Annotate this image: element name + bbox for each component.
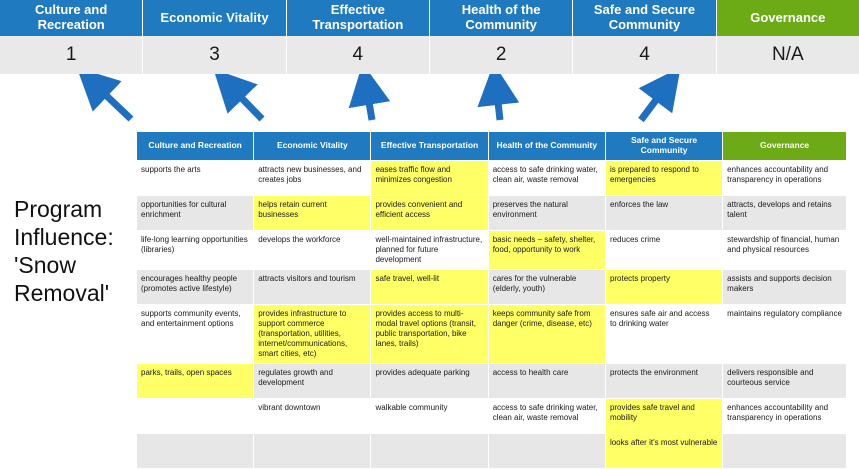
scorecard-header-effective-transportation: Effective Transportation	[287, 0, 430, 36]
matrix-cell: parks, trails, open spaces	[137, 363, 254, 398]
matrix-cell: is prepared to respond to emergencies	[605, 160, 722, 195]
scorecard-header-governance: Governance	[717, 0, 859, 36]
matrix-cell: attracts, develops and retains talent	[723, 195, 847, 230]
matrix-header-health-of-community: Health of the Community	[488, 132, 605, 161]
arrow-health-of-community-icon	[496, 84, 500, 120]
matrix-cell: access to safe drinking water, clean air, waste removal	[488, 398, 605, 433]
matrix-cell: access to health care	[488, 363, 605, 398]
matrix-cell: regulates growth and development	[254, 363, 371, 398]
matrix-header-effective-transportation: Effective Transportation	[371, 132, 488, 161]
score-economic-vitality: 3	[143, 36, 286, 74]
table-row	[137, 195, 847, 230]
influence-matrix-table	[136, 131, 847, 469]
table-row	[137, 363, 847, 398]
matrix-cell: protects the environment	[605, 363, 722, 398]
matrix-cell: opportunities for cultural enrichment	[137, 195, 254, 230]
table-row	[137, 398, 847, 433]
matrix-header-culture-recreation: Culture and Recreation	[137, 132, 254, 161]
table-row	[137, 304, 847, 363]
scorecard-header-safe-secure-community: Safe and Secure Community	[573, 0, 716, 36]
matrix-cell: provides adequate parking	[371, 363, 488, 398]
matrix-cell: looks after it's most vulnerable	[605, 433, 722, 468]
matrix-cell: develops the workforce	[254, 230, 371, 269]
matrix-cell: preserves the natural environment	[488, 195, 605, 230]
score-health-of-community: 2	[430, 36, 573, 74]
matrix-cell: vibrant downtown	[254, 398, 371, 433]
matrix-cell: helps retain current businesses	[254, 195, 371, 230]
matrix-cell: protects property	[605, 269, 722, 304]
matrix-cell: enhances accountability and transparency in operations	[723, 160, 847, 195]
matrix-cell	[254, 433, 371, 468]
arrow-economic-vitality-icon	[228, 84, 262, 119]
matrix-cell: supports the arts	[137, 160, 254, 195]
matrix-cell: attracts visitors and tourism	[254, 269, 371, 304]
matrix-cell: enforces the law	[605, 195, 722, 230]
matrix-header-safe-secure-community: Safe and Secure Community	[605, 132, 722, 161]
table-row	[137, 269, 847, 304]
matrix-cell: maintains regulatory compliance	[723, 304, 847, 363]
matrix-cell: supports community events, and entertainment options	[137, 304, 254, 363]
matrix-cell: safe travel, well-lit	[371, 269, 488, 304]
matrix-cell: keeps community safe from danger (crime, disease, etc)	[488, 304, 605, 363]
score-effective-transportation: 4	[287, 36, 430, 74]
arrow-group	[0, 74, 859, 132]
matrix-cell: provides safe travel and mobility	[605, 398, 722, 433]
matrix-cell: provides access to multi-modal travel options (transit, public transportation, bike lanes, trails)	[371, 304, 488, 363]
score-governance: N/A	[717, 36, 859, 74]
matrix-cell: eases traffic flow and minimizes congestion	[371, 160, 488, 195]
score-row	[0, 36, 859, 77]
score-culture-recreation: 1	[0, 36, 143, 74]
matrix-cell: assists and supports decision makers	[723, 269, 847, 304]
matrix-cell	[137, 433, 254, 468]
arrow-safe-secure-community-icon	[641, 84, 668, 120]
matrix-header-governance: Governance	[723, 132, 847, 161]
matrix-cell	[723, 433, 847, 468]
program-influence-caption: Program Influence: 'Snow Removal'	[14, 196, 114, 307]
matrix-cell	[137, 398, 254, 433]
scorecard-header-culture-recreation: Culture and Recreation	[0, 0, 143, 36]
matrix-cell: enhances accountability and transparency in operations	[723, 398, 847, 433]
matrix-cell	[371, 433, 488, 468]
matrix-cell: attracts new businesses, and creates jobs	[254, 160, 371, 195]
table-row	[137, 433, 847, 468]
matrix-cell: stewardship of financial, human and physical resources	[723, 230, 847, 269]
matrix-cell: reduces crime	[605, 230, 722, 269]
matrix-header-row	[137, 132, 847, 161]
scorecard-header-health-of-community: Health of the Community	[430, 0, 573, 36]
matrix-cell: provides infrastructure to support commerce (transportation, utilities, internet/communications, smart cities, etc)	[254, 304, 371, 363]
matrix-cell: encourages healthy people (promotes active lifestyle)	[137, 269, 254, 304]
matrix-cell: well-maintained infrastructure, planned for future development	[371, 230, 488, 269]
matrix-cell: life-long learning opportunities (libraries)	[137, 230, 254, 269]
matrix-cell: walkable community	[371, 398, 488, 433]
table-row	[137, 230, 847, 269]
scorecard-header-band	[0, 0, 859, 36]
arrow-culture-recreation-icon	[92, 82, 131, 119]
matrix-cell: provides convenient and efficient access	[371, 195, 488, 230]
scorecard-header-economic-vitality: Economic Vitality	[143, 0, 286, 36]
table-row	[137, 160, 847, 195]
matrix-cell: cares for the vulnerable (elderly, youth)	[488, 269, 605, 304]
matrix-cell: basic needs – safety, shelter, food, opportunity to work	[488, 230, 605, 269]
matrix-cell: ensures safe air and access to drinking water	[605, 304, 722, 363]
matrix-cell	[488, 433, 605, 468]
arrow-effective-transportation-icon	[366, 84, 372, 120]
matrix-cell: delivers responsible and courteous service	[723, 363, 847, 398]
matrix-header-economic-vitality: Economic Vitality	[254, 132, 371, 161]
score-safe-secure-community: 4	[573, 36, 716, 74]
matrix-cell: access to safe drinking water, clean air, waste removal	[488, 160, 605, 195]
